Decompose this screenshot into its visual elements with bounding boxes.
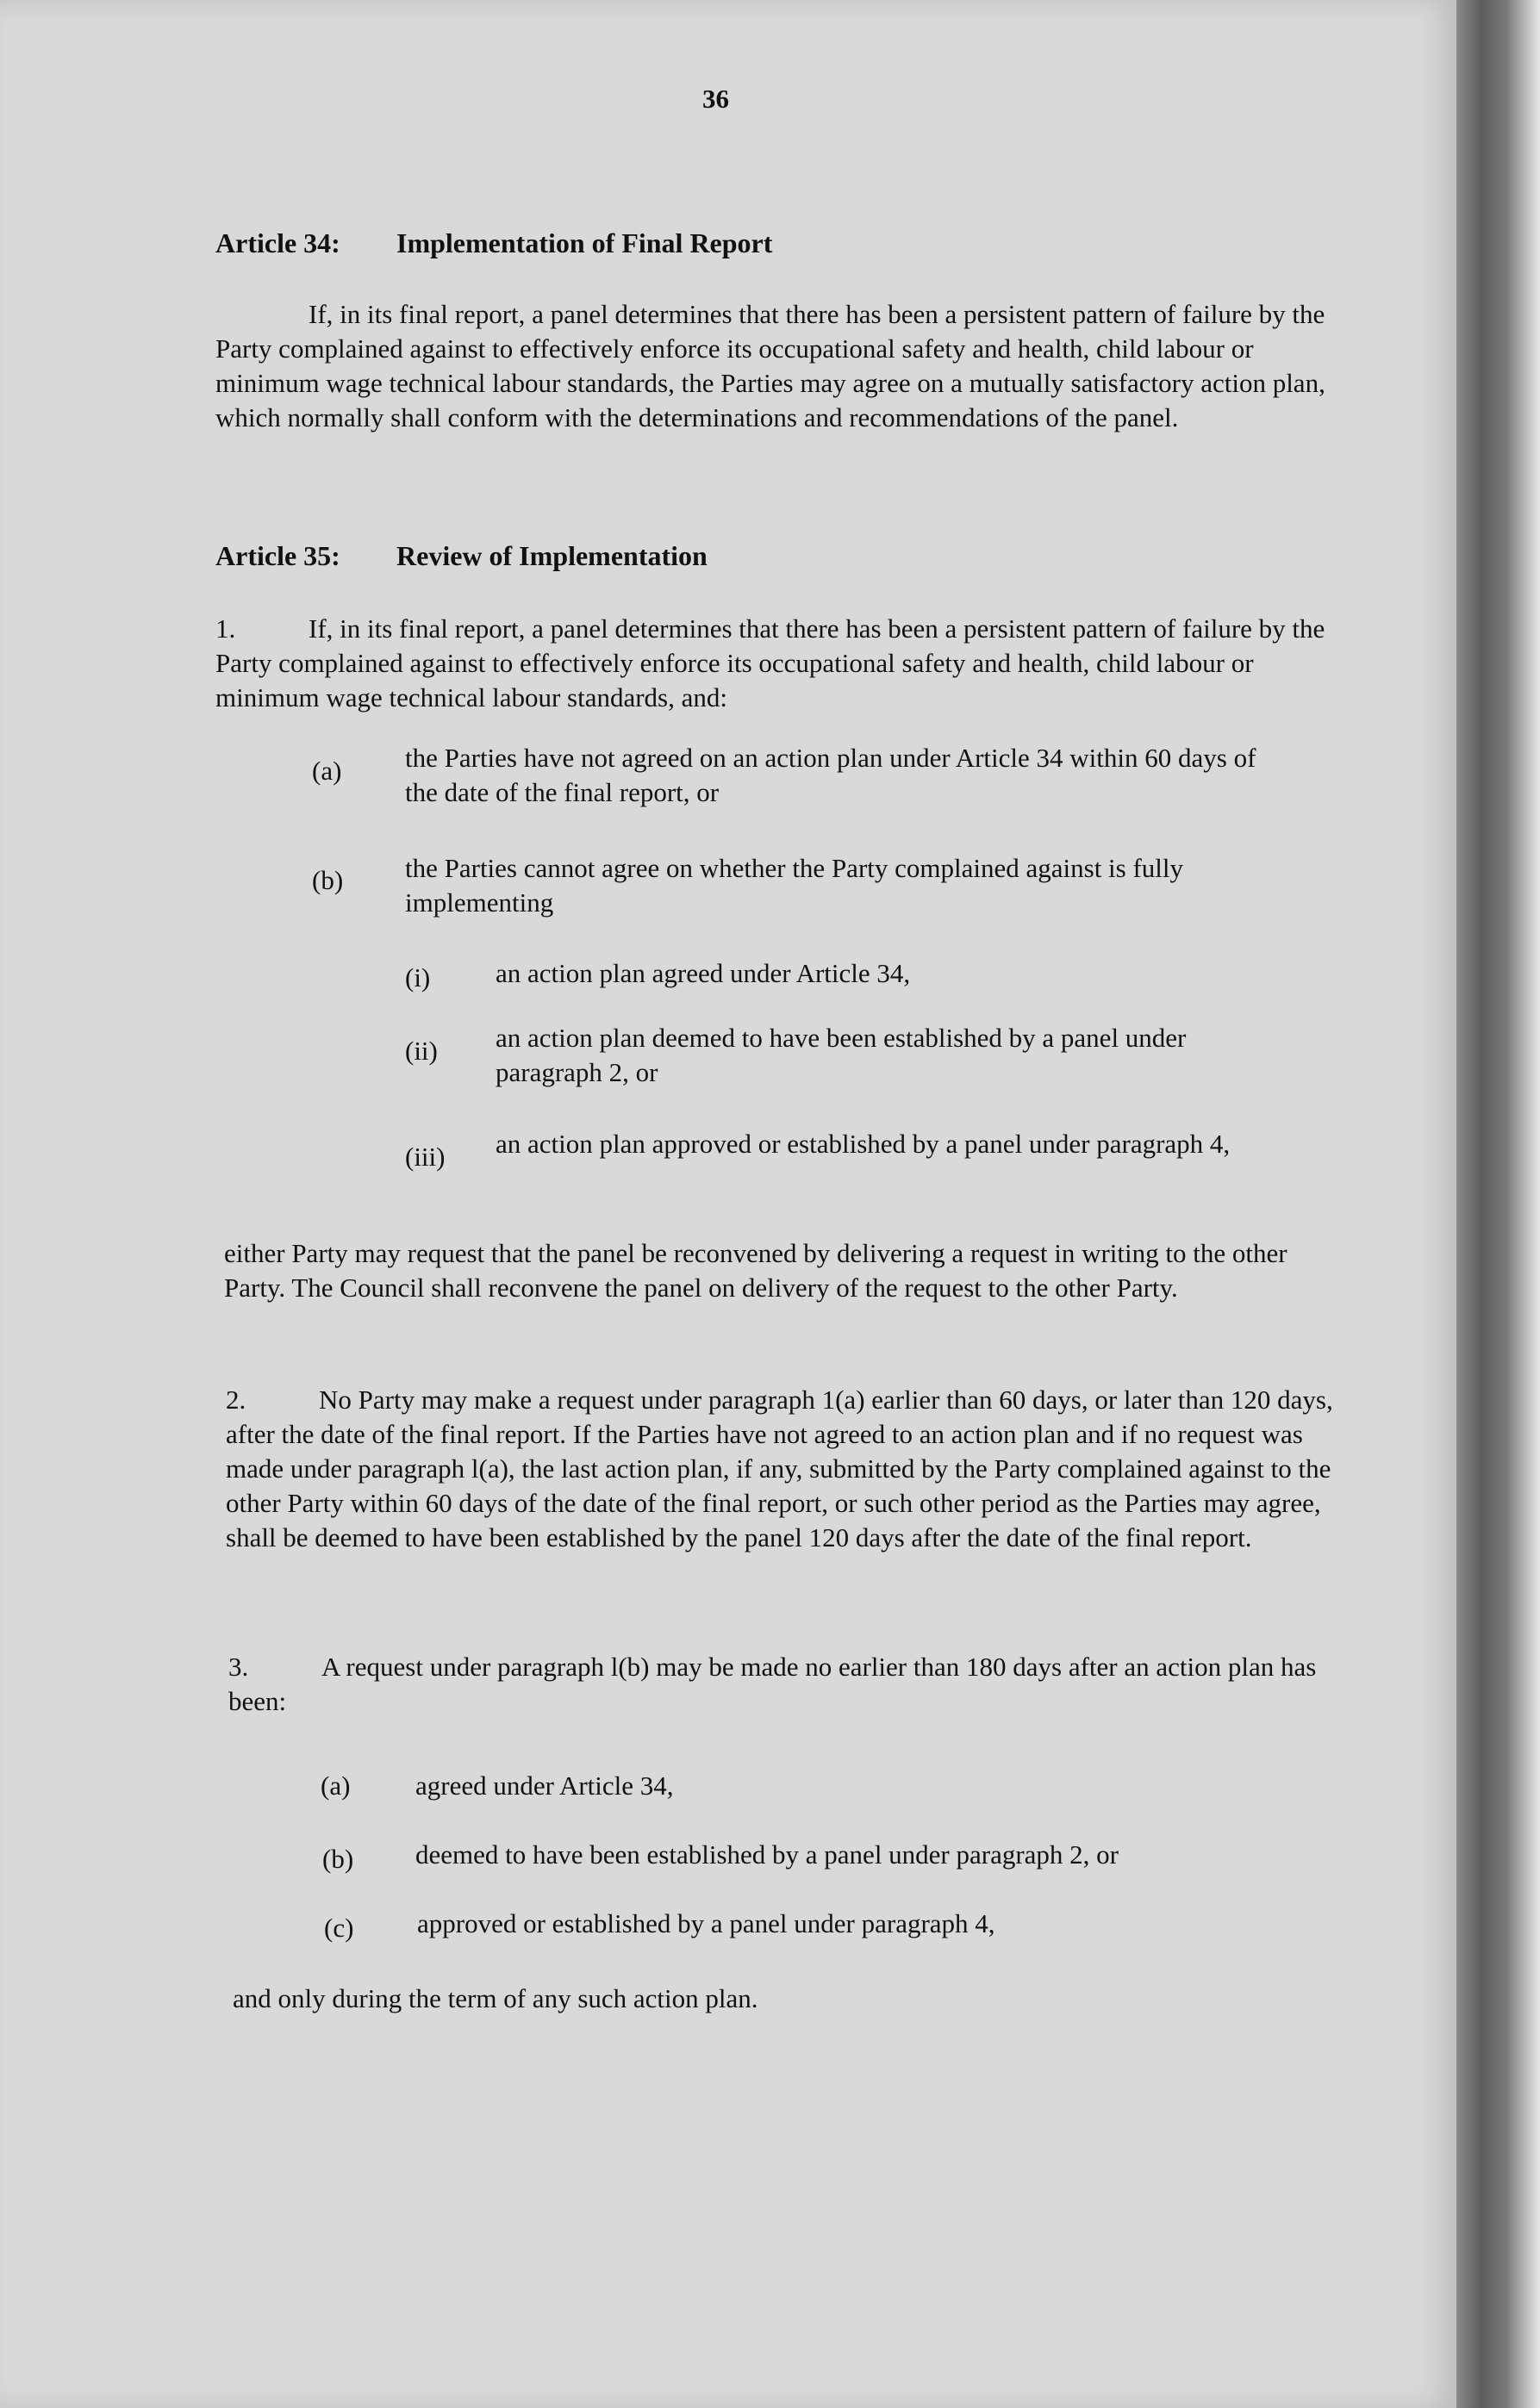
p3-item-c-label: (c) [324,1913,354,1943]
p1-item-b-text: the Parties cannot agree on whether the Party complained against is fully implementing [405,853,1184,918]
paragraph-3-closing: and only during the term of any such action plan. [233,1983,758,2013]
article-35-number: Article 35: [215,540,340,571]
p3-item-b-text: deemed to have been established by a panel under paragraph 2, or [415,1839,1119,1870]
p1-item-a-label: (a) [312,756,342,786]
article-35-paragraph-2 [226,1383,1346,1555]
article-35-paragraph-1 [215,612,1336,715]
paragraph-3-text: A request under paragraph l(b) may be made no earlier than 180 days after an action plan has been: [228,1652,1317,1716]
p1-subitem-iii-label: (iii) [405,1142,446,1172]
p1-subitem-i-text: an action plan agreed under Article 34, [496,958,911,988]
article-35-title: Review of Implementation [396,540,708,571]
p3-item-c-text: approved or established by a panel under paragraph 4, [417,1908,995,1938]
p1-subitem-iii-text: an action plan approved or established by a panel under paragraph 4, [496,1129,1231,1159]
page-number: 36 [702,84,729,114]
p1-item-a-text: the Parties have not agreed on an action plan under Article 34 within 60 days of the date of the final report, or [405,743,1256,807]
article-34-heading [215,226,772,260]
p1-subitem-ii-label: (ii) [405,1036,438,1066]
article-34-title: Implementation of Final Report [396,227,773,258]
paragraph-2-number: 2. [226,1384,246,1415]
paragraph-1-text: If, in its final report, a panel determines that there has been a persistent pattern of failure by the Party complained against to effectively enforce its occupational safety and health, child labour or minimum wage technical labour standards, and: [215,613,1325,712]
article-34-number: Article 34: [215,227,340,258]
paragraph-3-number: 3. [228,1652,249,1682]
p3-item-a-text: agreed under Article 34, [415,1770,674,1801]
article-35-paragraph-3 [228,1650,1349,1719]
article-35-heading [215,538,708,573]
p3-item-b-label: (b) [322,1844,354,1874]
p1-item-b-label: (b) [312,865,344,895]
p1-subitem-ii-text: an action plan deemed to have been established by a panel under paragraph 2, or [496,1023,1187,1087]
article-34-paragraph: If, in its final report, a panel determines that there has been a persistent pattern of failure by the Party complained against to effectively enforce its occupational safety and health, child labour or minimum wage technical labour standards, the Parties may agree on a mutually satisfactory action plan, which normally shall conform with the determinations and recommendations of the panel. [215,299,1325,432]
paragraph-1-closing: either Party may request that the panel be reconvened by delivering a request in writing to the other Party. The Council shall reconvene the panel on delivery of the request to the other Party. [224,1238,1287,1303]
paragraph-2-text: No Party may make a request under paragraph 1(a) earlier than 60 days, or later than 120 days, after the date of the final report. If the Parties have not agreed to an action plan and if no request was made under paragraph l(a), the last action plan, if any, submitted by the Party complained against to the other Party within 60 days of the date of the final report, or such other period as the Parties may agree, shall be deemed to have been established by the panel 120 days after the date of the final report. [226,1384,1333,1552]
paragraph-1-number: 1. [215,613,236,644]
p3-item-a-label: (a) [321,1770,351,1801]
p1-subitem-i-label: (i) [405,962,431,992]
page-edge-shadow [1456,0,1540,2408]
